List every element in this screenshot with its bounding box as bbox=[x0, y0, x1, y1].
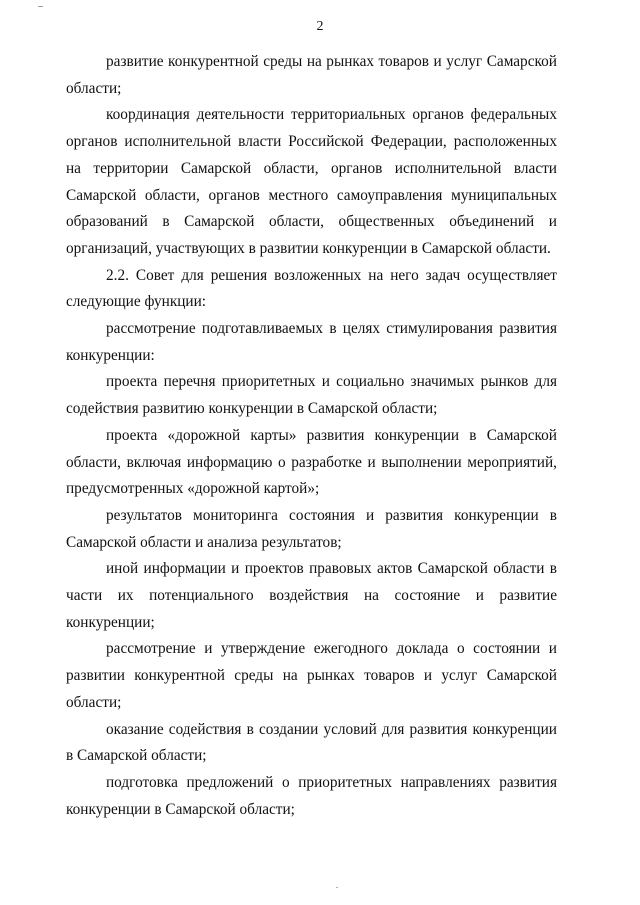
paragraph-assistance: оказание содействия в создании условий для развития конкуренции в Самарской области; bbox=[66, 720, 557, 765]
paragraph-priority-markets: проекта перечня приоритетных и социально значимых рынков для содействия развитию конкуренции в Самарской области; bbox=[66, 373, 557, 418]
paragraph-council-functions: 2.2. Совет для решения возложенных на него задач осуществляет следующие функции: bbox=[66, 266, 557, 311]
scan-corner-mark bbox=[38, 6, 43, 7]
paragraph-roadmap: проекта «дорожной карты» развития конкуренции в Самарской области, включая информацию о разработке и выполнении мероприятий, предусмотренных «дорожной картой»; bbox=[66, 426, 557, 498]
paragraph-review-prepared: рассмотрение подготавливаемых в целях стимулирования развития конкуренции: bbox=[66, 320, 557, 364]
paragraph-annual-report: рассмотрение и утверждение ежегодного доклада о состоянии и развитии конкурентной среды на рынках товаров и услуг Самарской области; bbox=[66, 640, 557, 711]
paragraph-competitive-environment: развитие конкурентной среды на рынках товаров и услуг Самарской области; bbox=[66, 53, 557, 97]
paragraph-other-information: иной информации и проектов правовых актов Самарской области в части их потенциального воздействия на состояние и развитие конкуренции; bbox=[66, 560, 557, 631]
document-body bbox=[66, 49, 557, 823]
scan-speck bbox=[336, 887, 338, 888]
paragraph-proposals: подготовка предложений о приоритетных направлениях развития конкуренции в Самарской области; bbox=[66, 773, 557, 818]
paragraph-coordination: координация деятельности территориальных органов федеральных органов исполнительной власти Российской Федерации, расположенных на территории Самарской области, органов исполнительной власти Самарской области, органов местного самоуправления муниципальных образований в Самарской области, общественных объединений и организаций, участвующих в развитии конкуренции в Самарской области. bbox=[66, 106, 557, 257]
paragraph-monitoring-results: результатов мониторинга состояния и развития конкуренции в Самарской области и анализа результатов; bbox=[66, 506, 557, 551]
page-number: 2 bbox=[316, 19, 324, 34]
